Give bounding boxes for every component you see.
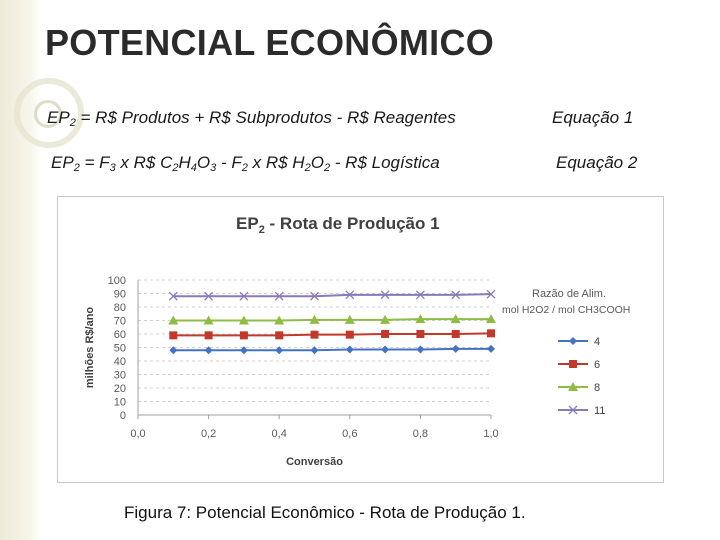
legend-label: 11 — [594, 405, 606, 417]
y-tick-label: 80 — [113, 302, 126, 314]
equation-2-label: Equação 2 — [556, 153, 638, 172]
y-tick-label: 20 — [113, 383, 126, 395]
series-line — [173, 294, 491, 296]
y-tick-label: 10 — [113, 396, 126, 409]
equation-1-label: Equação 1 — [552, 108, 634, 127]
legend-marker — [569, 360, 577, 368]
y-tick-label: 90 — [113, 288, 126, 301]
y-tick-label: 40 — [113, 356, 126, 368]
legend-marker — [569, 337, 577, 345]
data-point — [381, 330, 389, 338]
data-point — [311, 346, 319, 354]
x-tick-label: 0,2 — [200, 428, 217, 440]
data-point — [452, 345, 460, 353]
legend-subtitle: mol H2O2 / mol CH3COOH — [502, 304, 631, 316]
chart-container — [57, 196, 664, 483]
data-point — [169, 331, 177, 339]
data-point — [416, 330, 424, 338]
x-axis-label: Conversão — [286, 456, 343, 468]
legend-title: Razão de Alim. — [532, 288, 606, 300]
data-point — [487, 329, 495, 337]
data-point — [205, 331, 213, 339]
series-line — [173, 349, 491, 350]
y-axis-label: milhões R$/ano — [84, 306, 96, 389]
x-tick-label: 0,4 — [271, 428, 287, 440]
x-tick-label: 0,0 — [130, 428, 146, 440]
y-tick-label: 30 — [113, 369, 126, 382]
y-tick-label: 60 — [113, 329, 126, 341]
legend-label: 6 — [594, 359, 601, 371]
data-point — [346, 331, 354, 339]
y-tick-label: 70 — [113, 315, 126, 328]
x-tick-label: 1,0 — [483, 428, 499, 440]
legend-label: 4 — [594, 336, 601, 348]
data-point — [240, 331, 248, 339]
data-point — [416, 346, 424, 354]
y-tick-label: 0 — [119, 410, 126, 422]
equation-2 — [51, 153, 638, 174]
y-tick-label: 100 — [107, 275, 126, 287]
equation-1-text: $EP_2$ = R$ Produtos + R$ Subprodutos - R$ Reagentes — [47, 108, 456, 129]
data-point — [487, 345, 495, 353]
x-tick-label: 0,6 — [342, 428, 358, 440]
x-tick-label: 0,8 — [412, 428, 429, 440]
data-point — [275, 331, 283, 339]
data-point — [381, 346, 389, 354]
equation-1 — [47, 108, 634, 129]
y-tick-label: 50 — [113, 342, 126, 355]
data-point — [346, 346, 354, 354]
chart-title: $EP_2$ - Rota de Produção 1 — [236, 214, 440, 236]
slide-title: POTENCIAL ECONÔMICO — [45, 22, 495, 63]
line-chart — [58, 197, 665, 484]
legend-label: 8 — [594, 382, 601, 394]
data-point — [311, 331, 319, 339]
data-point — [452, 330, 460, 338]
series-line — [173, 319, 491, 320]
figure-caption: Figura 7: Potencial Econômico - Rota de Produção 1. — [124, 503, 526, 522]
equation-2-text: $EP_2 = F_3$ x R$ $C_2H_4O_3 - F_2$ x R$ $H_2O_2$ - R$ Logística — [51, 153, 440, 174]
